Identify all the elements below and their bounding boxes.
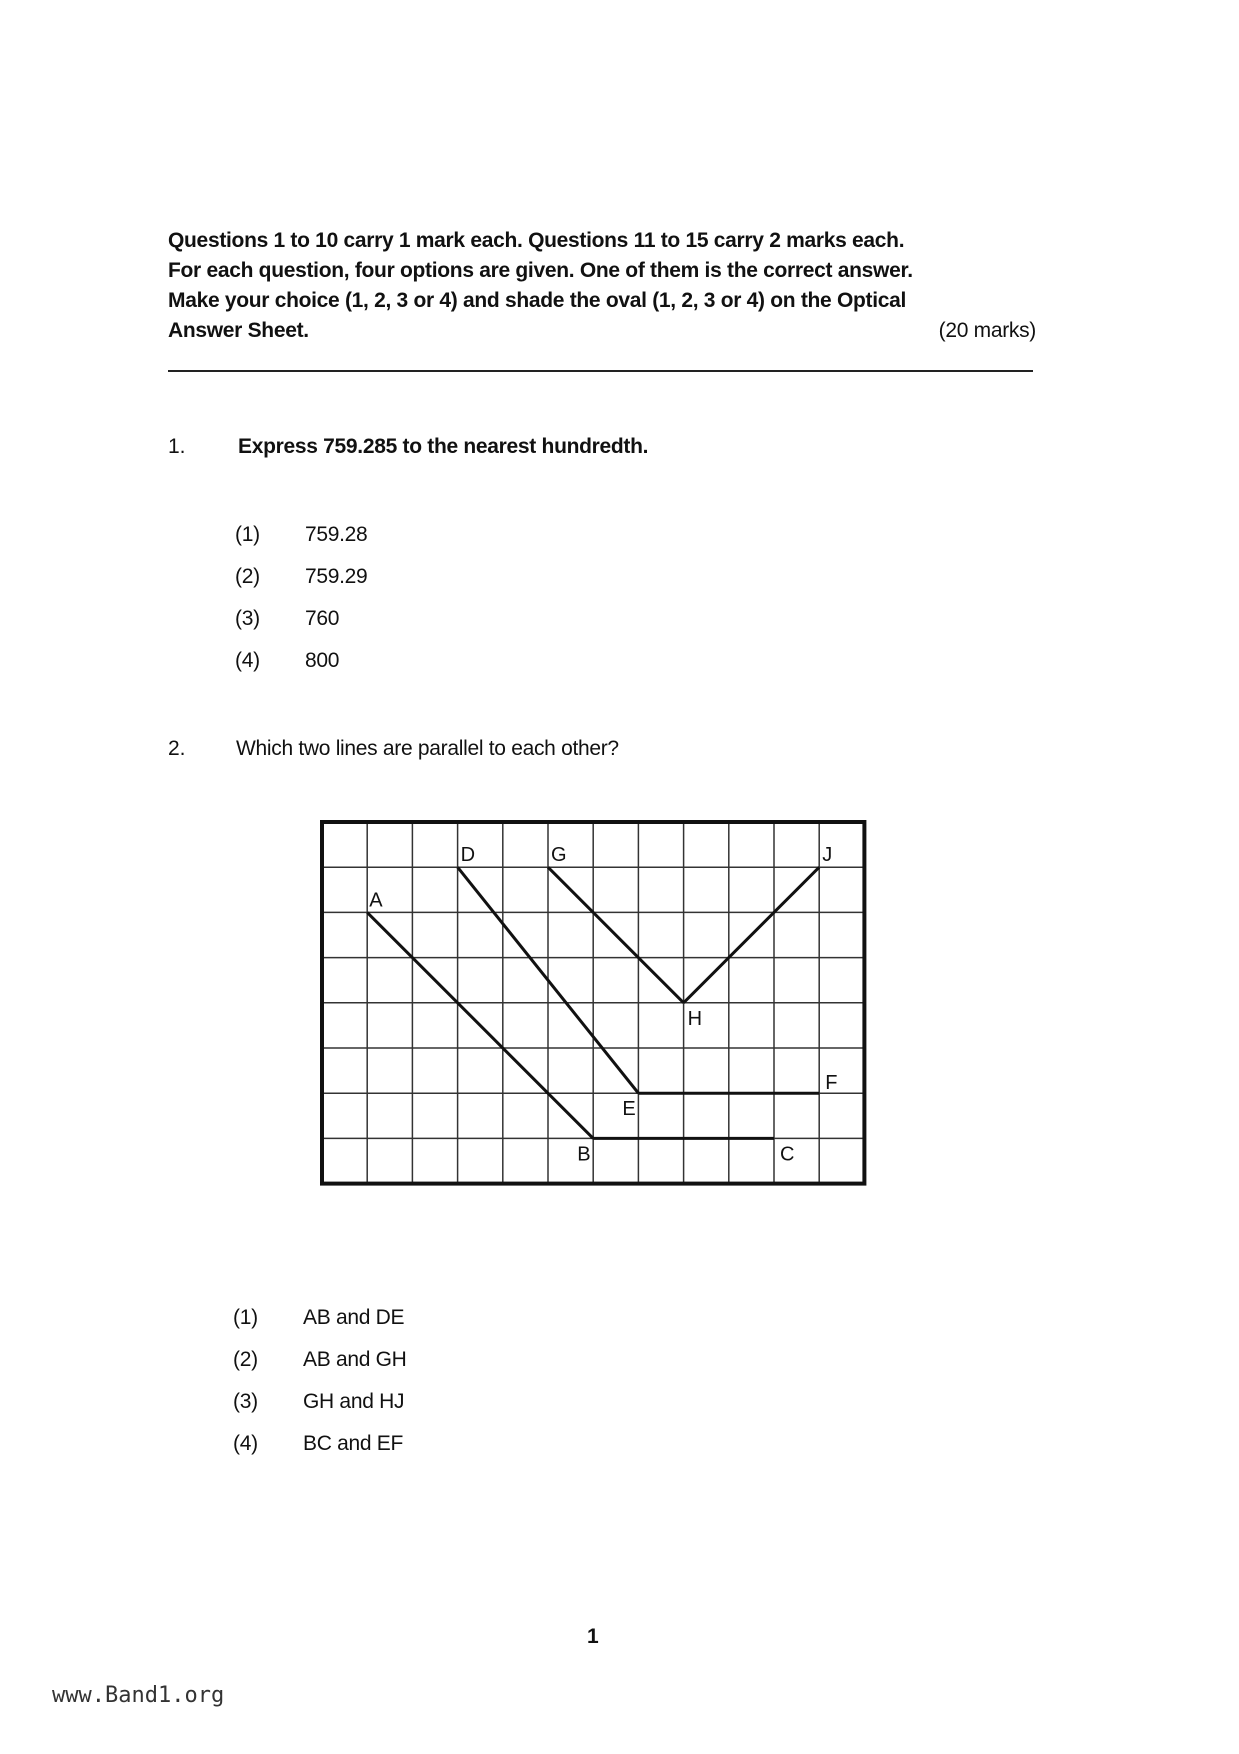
question-2-number: 2. (168, 737, 186, 760)
segment-AB (367, 912, 593, 1138)
option-label: (2) (235, 565, 260, 588)
point-label-G: G (551, 844, 567, 867)
point-label-A: A (369, 889, 383, 912)
option-label: (1) (235, 523, 260, 546)
point-label-J: J (822, 844, 833, 867)
point-label-E: E (622, 1098, 636, 1121)
question-1-text: Express 759.285 to the nearest hundredth. (238, 435, 649, 458)
question-1-option-2 (235, 565, 367, 589)
option-label: (2) (233, 1348, 258, 1371)
question-2-option-1 (233, 1306, 404, 1330)
page-number: 1 (587, 1625, 599, 1648)
option-label: (4) (233, 1432, 258, 1455)
instructions (168, 226, 1036, 346)
segment-HJ (684, 867, 820, 1003)
option-text: BC and EF (303, 1432, 404, 1455)
instructions-line-1: Questions 1 to 10 carry 1 mark each. Questions 11 to 15 carry 2 marks each. (168, 229, 905, 252)
question-1-number: 1. (168, 435, 186, 458)
question-2-option-3 (233, 1390, 404, 1414)
question-1-option-4 (235, 649, 339, 673)
question-2-option-4 (233, 1432, 403, 1456)
option-text: 760 (305, 607, 340, 630)
point-label-H: H (687, 1007, 703, 1030)
instructions-answer-sheet: Answer Sheet. (168, 319, 309, 342)
instructions-line-4 (168, 316, 1036, 346)
point-label-F: F (825, 1072, 838, 1095)
option-label: (1) (233, 1306, 258, 1329)
question-2-text: Which two lines are parallel to each other? (236, 737, 619, 760)
option-text: 759.29 (305, 565, 368, 588)
question-1-option-1 (235, 523, 367, 547)
option-text: 800 (305, 649, 340, 672)
instructions-line-2: For each question, four options are given. One of them is the correct answer. (168, 259, 913, 282)
option-text: 759.28 (305, 523, 368, 546)
option-text: AB and DE (303, 1306, 405, 1329)
question-1-option-3 (235, 607, 339, 631)
point-label-B: B (577, 1143, 591, 1166)
footer-website: www.Band1.org (52, 1683, 225, 1708)
section-divider (168, 370, 1033, 372)
point-label-C: C (780, 1143, 795, 1166)
point-label-D: D (460, 844, 476, 867)
total-marks: (20 marks) (938, 319, 1036, 342)
option-label: (3) (233, 1390, 258, 1413)
option-text: GH and HJ (303, 1390, 405, 1413)
option-text: AB and GH (303, 1348, 407, 1371)
segment-GH (548, 867, 684, 1003)
parallel-lines-grid-figure (310, 812, 872, 1218)
instructions-line-3: Make your choice (1, 2, 3 or 4) and shade the oval (1, 2, 3 or 4) on the Optical (168, 289, 907, 312)
option-label: (4) (235, 649, 260, 672)
question-2-option-2 (233, 1348, 407, 1372)
option-label: (3) (235, 607, 260, 630)
